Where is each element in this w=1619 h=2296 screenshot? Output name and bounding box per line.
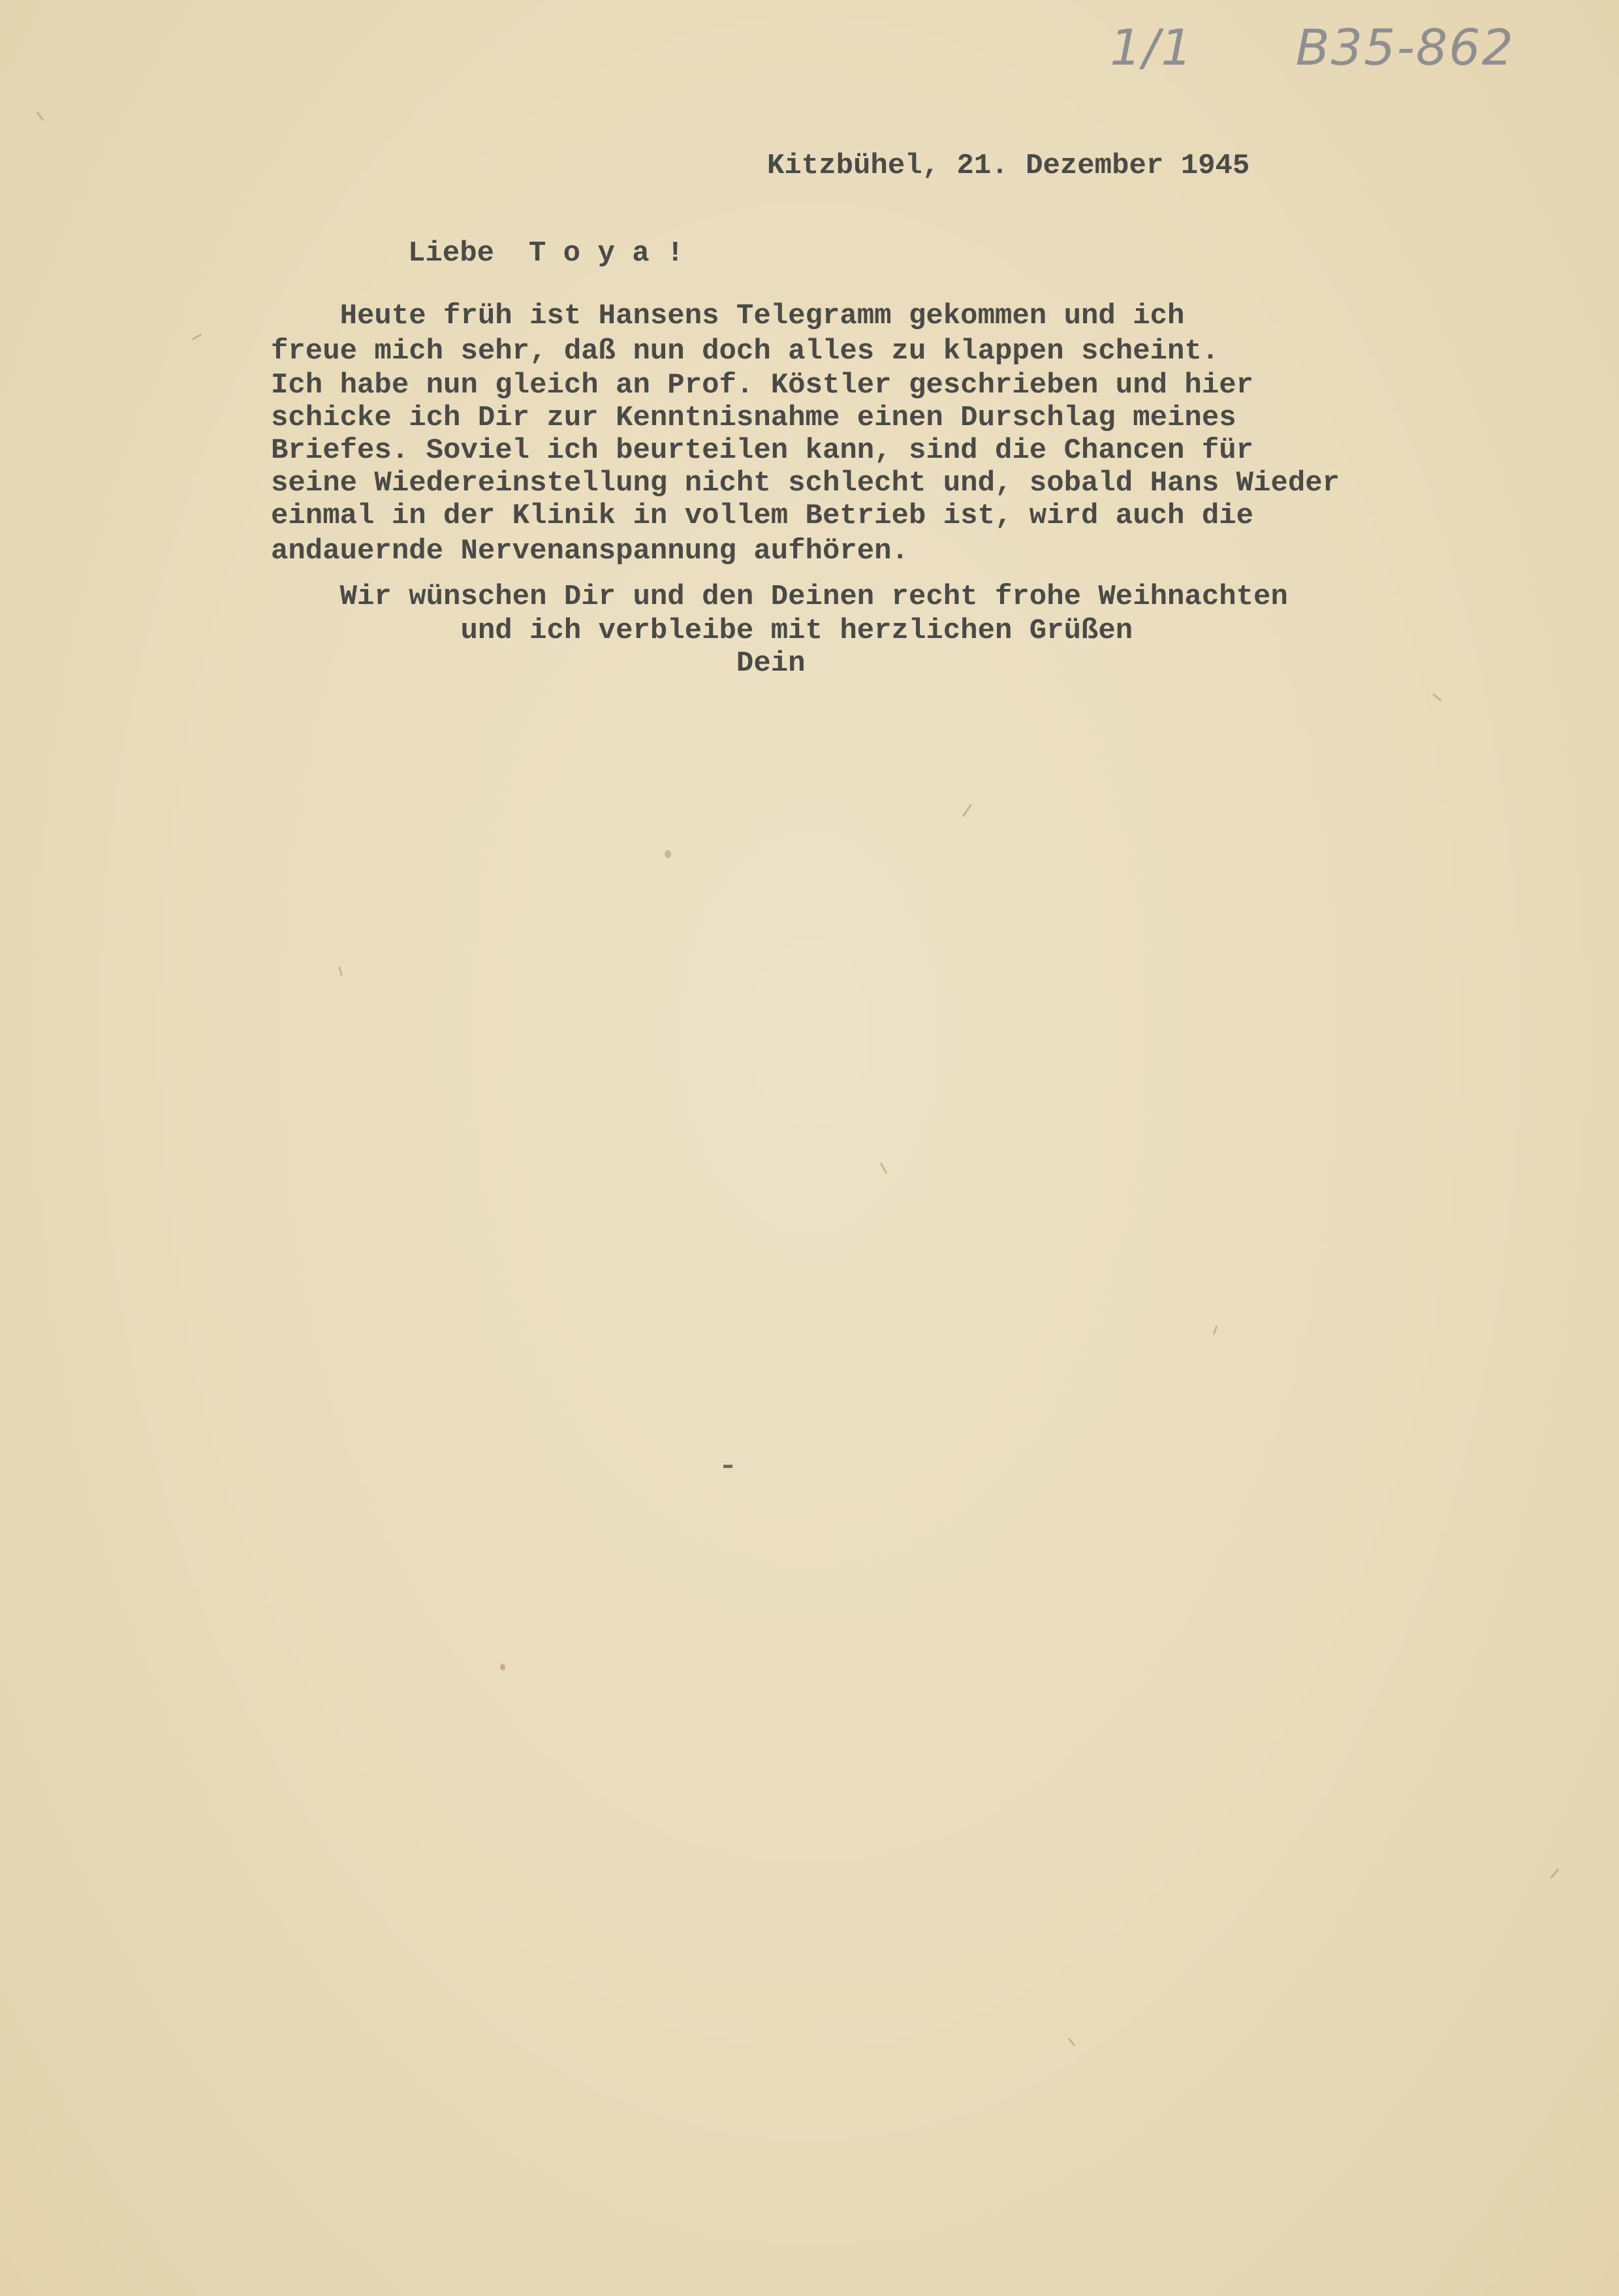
body-line: Heute früh ist Hansens Telegramm gekommen und ich bbox=[271, 300, 1185, 332]
paper-fleck bbox=[1550, 1868, 1560, 1879]
paper-fleck bbox=[37, 112, 44, 121]
archive-reference: B35-862 bbox=[1295, 18, 1515, 76]
body-line: einmal in der Klinik in vollem Betrieb ist, wird auch die bbox=[271, 500, 1254, 532]
body-line: seine Wiedereinstellung nicht schlecht und, sobald Hans Wieder bbox=[271, 467, 1340, 500]
body-line: andauernde Nervenanspannung aufhören. bbox=[271, 535, 909, 567]
archive-page-number: 1/1 bbox=[1110, 18, 1194, 76]
dateline: Kitzbühel, 21. Dezember 1945 bbox=[767, 150, 1250, 182]
paper-fleck bbox=[192, 334, 202, 341]
paper-fleck bbox=[880, 1162, 888, 1173]
archive-annotation bbox=[1110, 18, 1515, 76]
paper-fleck bbox=[962, 804, 972, 817]
body-line: Ich habe nun gleich an Prof. Köstler geschrieben und hier bbox=[271, 369, 1254, 402]
paper-fleck bbox=[1432, 694, 1441, 702]
body-line: freue mich sehr, daß nun doch alles zu klappen scheint. bbox=[271, 335, 1219, 368]
paper-fleck bbox=[665, 850, 671, 858]
paper-fleck bbox=[1068, 2038, 1075, 2047]
closing-line: Dein bbox=[271, 647, 806, 680]
closing-line: und ich verbleibe mit herzlichen Grüßen bbox=[271, 614, 1133, 647]
body-line: schicke ich Dir zur Kenntnisnahme einen Durschlag meines bbox=[271, 402, 1236, 434]
paper-fleck bbox=[500, 1664, 505, 1670]
closing-line: Wir wünschen Dir und den Deinen recht frohe Weihnachten bbox=[271, 581, 1288, 613]
paper-fleck bbox=[1213, 1326, 1218, 1335]
paper-fleck bbox=[338, 966, 343, 976]
body-line: Briefes. Soviel ich beurteilen kann, sind die Chancen für bbox=[271, 434, 1254, 467]
paper-fleck bbox=[723, 1465, 732, 1468]
salutation: Liebe T o y a ! bbox=[408, 237, 684, 270]
